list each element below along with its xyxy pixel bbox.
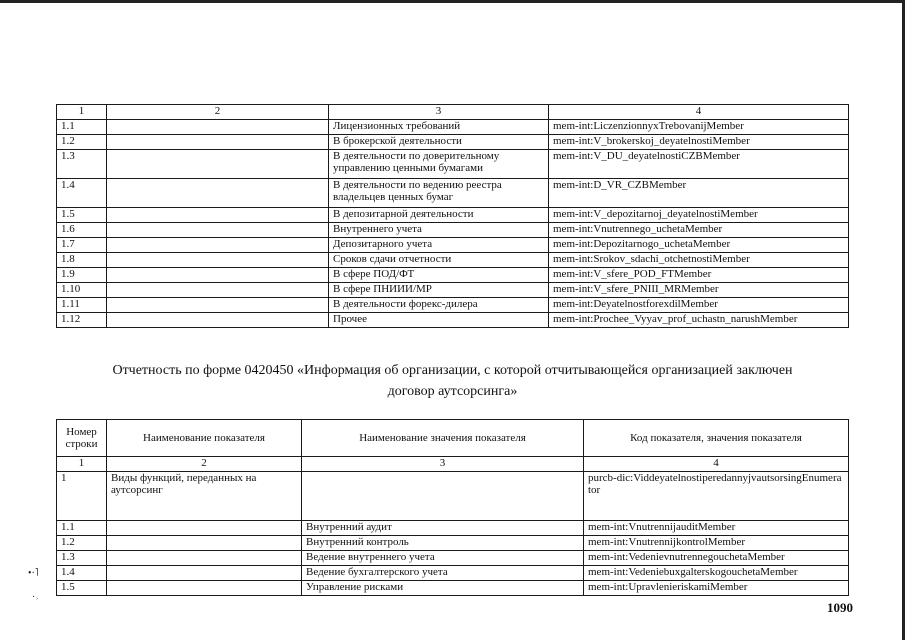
header-cell: Наименование показателя (107, 420, 302, 457)
row-number: 1.2 (57, 135, 107, 150)
column-number: 4 (584, 457, 849, 472)
indicator-code: mem-int:LiczenzionnyxTrebovanijMember (549, 120, 849, 135)
value-name: Депозитарного учета (329, 238, 549, 253)
row-number: 1.10 (57, 283, 107, 298)
table-row (57, 208, 849, 223)
value-name: Лицензионных требований (329, 120, 549, 135)
row-number: 1.2 (57, 536, 107, 551)
value-name: В депозитарной деятельности (329, 208, 549, 223)
table-row (57, 150, 849, 179)
indicator-name (107, 536, 302, 551)
indicator-code: mem-int:Vnutrennego_uchetaMember (549, 223, 849, 238)
value-name: В сфере ПНИИИ/МР (329, 283, 549, 298)
indicator-code: mem-int:V_depozitarnoj_deyatelnostiMember (549, 208, 849, 223)
indicator-name (107, 223, 329, 238)
indicator-name (107, 283, 329, 298)
column-number: 3 (302, 457, 584, 472)
column-number: 2 (107, 457, 302, 472)
header-cell: Наименование значения показателя (302, 420, 584, 457)
row-number: 1.3 (57, 551, 107, 566)
row-number: 1.5 (57, 208, 107, 223)
indicator-name (107, 238, 329, 253)
row-number: 1.5 (57, 581, 107, 596)
indicator-code: mem-int:Prochee_Vyyav_prof_uchastn_narushMember (549, 313, 849, 328)
indicator-name (107, 253, 329, 268)
table-row (57, 238, 849, 253)
value-name: Сроков сдачи отчетности (329, 253, 549, 268)
section-title: Отчетность по форме 0420450 «Информация об организации, с которой отчитывающейся организацией заключен (112, 363, 793, 378)
indicator-code: mem-int:VedeniebuxgalterskogouchetaMember (584, 566, 849, 581)
indicator-name: Виды функций, переданных на аутсорсинг (107, 472, 302, 521)
table-row (57, 298, 849, 313)
indicator-name (107, 298, 329, 313)
scan-border-top (0, 0, 905, 3)
table-row (57, 313, 849, 328)
row-number: 1.9 (57, 268, 107, 283)
value-name: Внутренний контроль (302, 536, 584, 551)
table-row (57, 521, 849, 536)
section-title-continued: договор аутсорсинга» (387, 384, 518, 399)
row-number: 1.3 (57, 150, 107, 179)
row-number: 1.1 (57, 120, 107, 135)
indicator-name (107, 313, 329, 328)
indicator-code: mem-int:VedenievnutrennegouchetaMember (584, 551, 849, 566)
indicator-code: mem-int:VnutrennijauditMember (584, 521, 849, 536)
member-codes-table (56, 104, 849, 328)
header-cell: Код показателя, значения показателя (584, 420, 849, 457)
value-name (302, 472, 584, 521)
table-header-row (57, 420, 849, 457)
indicator-name (107, 120, 329, 135)
page-number: 1090 (827, 600, 853, 615)
indicator-name (107, 581, 302, 596)
row-number: 1.8 (57, 253, 107, 268)
indicator-name (107, 135, 329, 150)
header-cell: 3 (329, 105, 549, 120)
row-number: 1.11 (57, 298, 107, 313)
indicator-code: mem-int:V_sfere_PNIII_MRMember (549, 283, 849, 298)
table-row (57, 268, 849, 283)
value-name: В деятельности по ведению реестра владельцев ценных бумаг (329, 179, 549, 208)
header-cell: 4 (549, 105, 849, 120)
row-number: 1.12 (57, 313, 107, 328)
table-row (57, 551, 849, 566)
indicator-name (107, 551, 302, 566)
table-row (57, 135, 849, 150)
indicator-name (107, 521, 302, 536)
indicator-code: mem-int:VnutrennijkontrolMember (584, 536, 849, 551)
value-name: В сфере ПОД/ФТ (329, 268, 549, 283)
table-row (57, 179, 849, 208)
table-row (57, 283, 849, 298)
indicator-code: mem-int:D_VR_CZBMember (549, 179, 849, 208)
column-number: 1 (57, 457, 107, 472)
value-name: В деятельности форекс-дилера (329, 298, 549, 313)
column-number-row (57, 457, 849, 472)
indicator-code: mem-int:DeyatelnostforexdilMember (549, 298, 849, 313)
table-row (57, 472, 849, 521)
header-cell: 1 (57, 105, 107, 120)
table-row (57, 120, 849, 135)
table-row (57, 223, 849, 238)
value-name: Ведение бухгалтерского учета (302, 566, 584, 581)
indicator-name (107, 566, 302, 581)
indicator-code: mem-int:Depozitarnogo_uchetaMember (549, 238, 849, 253)
indicator-code: mem-int:V_sfere_POD_FTMember (549, 268, 849, 283)
indicator-code: mem-int:V_brokerskoj_deyatelnostiMember (549, 135, 849, 150)
value-name: Управление рисками (302, 581, 584, 596)
scan-mark: •·˥ (28, 568, 39, 579)
value-name: Внутренний аудит (302, 521, 584, 536)
table-row (57, 253, 849, 268)
indicator-name (107, 150, 329, 179)
indicator-name (107, 179, 329, 208)
table-row (57, 566, 849, 581)
row-number: 1.6 (57, 223, 107, 238)
row-number: 1 (57, 472, 107, 521)
scan-mark: ·˒ (32, 592, 39, 603)
indicator-code: mem-int:Srokov_sdachi_otchetnostiMember (549, 253, 849, 268)
row-number: 1.1 (57, 521, 107, 536)
table-row (57, 581, 849, 596)
row-number: 1.4 (57, 179, 107, 208)
value-name: Ведение внутреннего учета (302, 551, 584, 566)
value-name: Прочее (329, 313, 549, 328)
indicator-code: mem-int:V_DU_deyatelnostiCZBMember (549, 150, 849, 179)
indicator-name (107, 268, 329, 283)
value-name: Внутреннего учета (329, 223, 549, 238)
indicator-name (107, 208, 329, 223)
value-name: В брокерской деятельности (329, 135, 549, 150)
header-cell: 2 (107, 105, 329, 120)
table-header-row (57, 105, 849, 120)
indicator-code: mem-int:UpravlenieriskamiMember (584, 581, 849, 596)
row-number: 1.7 (57, 238, 107, 253)
table-row (57, 536, 849, 551)
row-number: 1.4 (57, 566, 107, 581)
header-cell: Номер строки (57, 420, 107, 457)
indicator-code: purcb-dic:ViddeyatelnostiperedannyjvautsorsingEnumerator (584, 472, 849, 521)
outsourcing-table (56, 419, 849, 596)
value-name: В деятельности по доверительному управлению ценными бумагами (329, 150, 549, 179)
